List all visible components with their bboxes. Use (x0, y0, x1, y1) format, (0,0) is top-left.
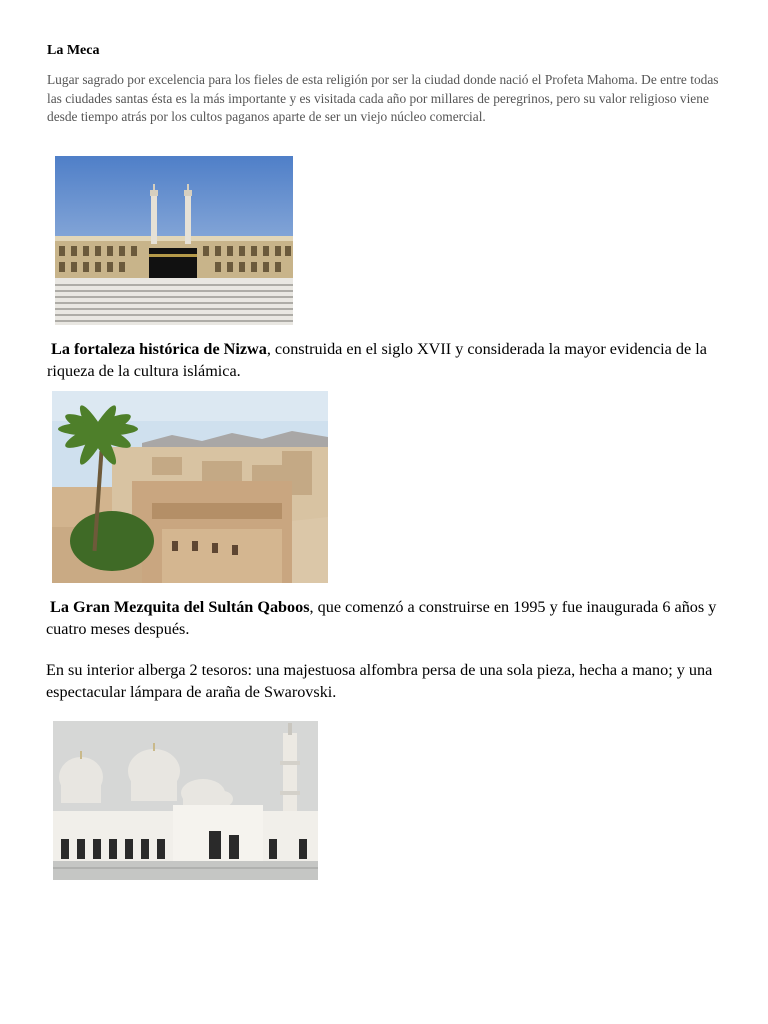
qaboos-rest: , que comenzó a construirse en 1995 y fue inaugurada 6 años y cuatro meses después. (46, 598, 717, 638)
nizwa-rest: , construida en el siglo XVII y considerada la mayor evidencia de la riqueza de la cultura islámica. (47, 340, 707, 380)
nizwa-bold: La fortaleza histórica de Nizwa (51, 340, 267, 358)
intro-paragraph: Lugar sagrado por excelencia para los fieles de esta religión por ser la ciudad donde nació el Profeta Mahoma. De entre todas las ciudades santas ésta es la más importante y es visitada cada año por millares de peregrinos, pero su valor religioso viene desde tiempo atrás por los cultos paganos aparte de ser un viejo núcleo comercial. (47, 72, 719, 124)
nizwa-paragraph (47, 338, 737, 382)
nizwa-photo (52, 391, 328, 583)
mosque-photo (53, 721, 318, 880)
qaboos-paragraph (46, 596, 736, 640)
heading-la-meca: La Meca (47, 43, 100, 58)
qaboos-bold: La Gran Mezquita del Sultán Qaboos (50, 598, 310, 616)
mecca-photo (55, 156, 293, 325)
treasures-paragraph: En su interior alberga 2 tesoros: una majestuosa alfombra persa de una sola pieza, hecha a mano; y una espectacular lámpara de araña de Swarovski. (46, 661, 713, 701)
